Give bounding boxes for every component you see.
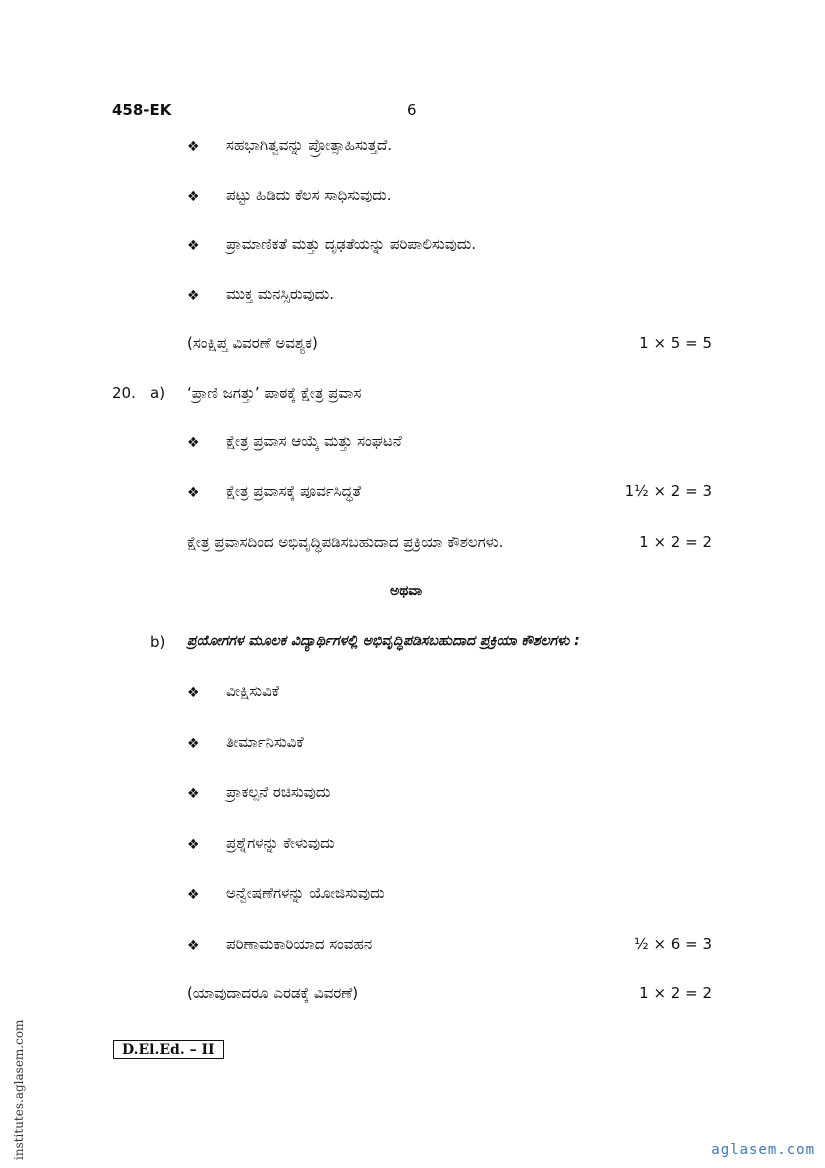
bullet-icon (187, 786, 200, 802)
bullet-icon (187, 685, 200, 701)
list-item: ಸಹಭಾಗಿತ್ವವನ್ನು ಪ್ರೋತ್ಸಾಹಿಸುತ್ತದೆ. (226, 136, 393, 154)
list-item: ಪ್ರಾಮಾಣಿಕತೆ ಮತ್ತು ದೃಢತೆಯನ್ನು ಪರಿಪಾಲಿಸುವುದು. (226, 235, 477, 253)
part-b-items-marks: ½ × 6 = 3 (634, 935, 712, 953)
part-b-label: b) (150, 633, 166, 651)
bullet-icon (187, 837, 200, 853)
or-separator: ಅಥವಾ (390, 583, 423, 599)
paper-code: 458-EK (112, 101, 172, 119)
part-b-title: ಪ್ರಯೋಗಗಳ ಮೂಲಕ ವಿದ್ಯಾರ್ಥಿಗಳಲ್ಲಿ ಅಭಿವೃದ್ಧಿಪಡಿಸಬಹುದಾದ ಪ್ರಕ್ರಿಯಾ ಕೌಶಲಗಳು : (187, 633, 580, 649)
list-item: ಕ್ಷೇತ್ರ ಪ್ರವಾಸ ಆಯ್ಕೆ ಮತ್ತು ಸಂಘಟನೆ (226, 432, 402, 450)
part-a-label: a) (150, 384, 166, 402)
bullet-icon (187, 736, 200, 752)
bullet-icon (187, 938, 200, 954)
section1-note: (ಸಂಕ್ಷಿಪ್ತ ವಿವರಣೆ ಅವಶ್ಯಕ) (187, 334, 318, 352)
page-number: 6 (407, 101, 417, 119)
list-item: ಪ್ರಾಕಲ್ಪನೆ ರಚಿಸುವುದು (226, 783, 331, 801)
bullet-icon (187, 887, 200, 903)
list-item: ವೀಕ್ಷಿಸುವಿಕೆ (226, 682, 280, 700)
bullet-icon (187, 139, 200, 155)
bullet-icon (187, 238, 200, 254)
section1-marks: 1 × 5 = 5 (639, 334, 712, 352)
list-item: ಮುಕ್ತ ಮನಸ್ಸಿರುವುದು. (226, 285, 334, 303)
part-b-note: (ಯಾವುದಾದರೂ ಎರಡಕ್ಕೆ ವಿವರಣೆ) (187, 984, 359, 1002)
list-item: ತೀರ್ಮಾನಿಸುವಿಕೆ (226, 733, 304, 751)
bullet-icon (187, 288, 200, 304)
list-item: ಪರಿಣಾಮಕಾರಿಯಾದ ಸಂವಹನ (226, 935, 373, 953)
part-a-title: ‘ಪ್ರಾಣಿ ಜಗತ್ತು’ ಪಾಠಕ್ಕೆ ಕ್ಷೇತ್ರ ಪ್ರವಾಸ (187, 384, 362, 402)
list-item: ಅನ್ವೇಷಣೆಗಳನ್ನು ಯೋಜಿಸುವುದು (226, 884, 385, 902)
part-a-skills-marks: 1 × 2 = 2 (639, 533, 712, 551)
part-a-bullet-marks: 1½ × 2 = 3 (624, 482, 712, 500)
bullet-icon (187, 189, 200, 205)
bullet-icon (187, 485, 200, 501)
brand-link[interactable]: aglasem.com (711, 1142, 815, 1158)
side-watermark: institutes.aglasem.com (12, 1019, 26, 1160)
list-item: ಕ್ಷೇತ್ರ ಪ್ರವಾಸಕ್ಕೆ ಪೂರ್ವಸಿದ್ಧತೆ (226, 482, 362, 500)
list-item: ಪ್ರಶ್ನೆಗಳನ್ನು ಕೇಳುವುದು (226, 834, 335, 852)
bullet-icon (187, 435, 200, 451)
course-box-label: D.El.Ed. – II (113, 1040, 224, 1059)
part-a-skills: ಕ್ಷೇತ್ರ ಪ್ರವಾಸದಿಂದ ಅಭಿವೃದ್ಧಿಪಡಿಸಬಹುದಾದ ಪ್ರಕ್ರಿಯಾ ಕೌಶಲಗಳು. (187, 533, 504, 551)
list-item: ಪಟ್ಟು ಹಿಡಿದು ಕೆಲಸ ಸಾಧಿಸುವುದು. (226, 186, 392, 204)
part-b-note-marks: 1 × 2 = 2 (639, 984, 712, 1002)
question-number: 20. (112, 384, 136, 402)
